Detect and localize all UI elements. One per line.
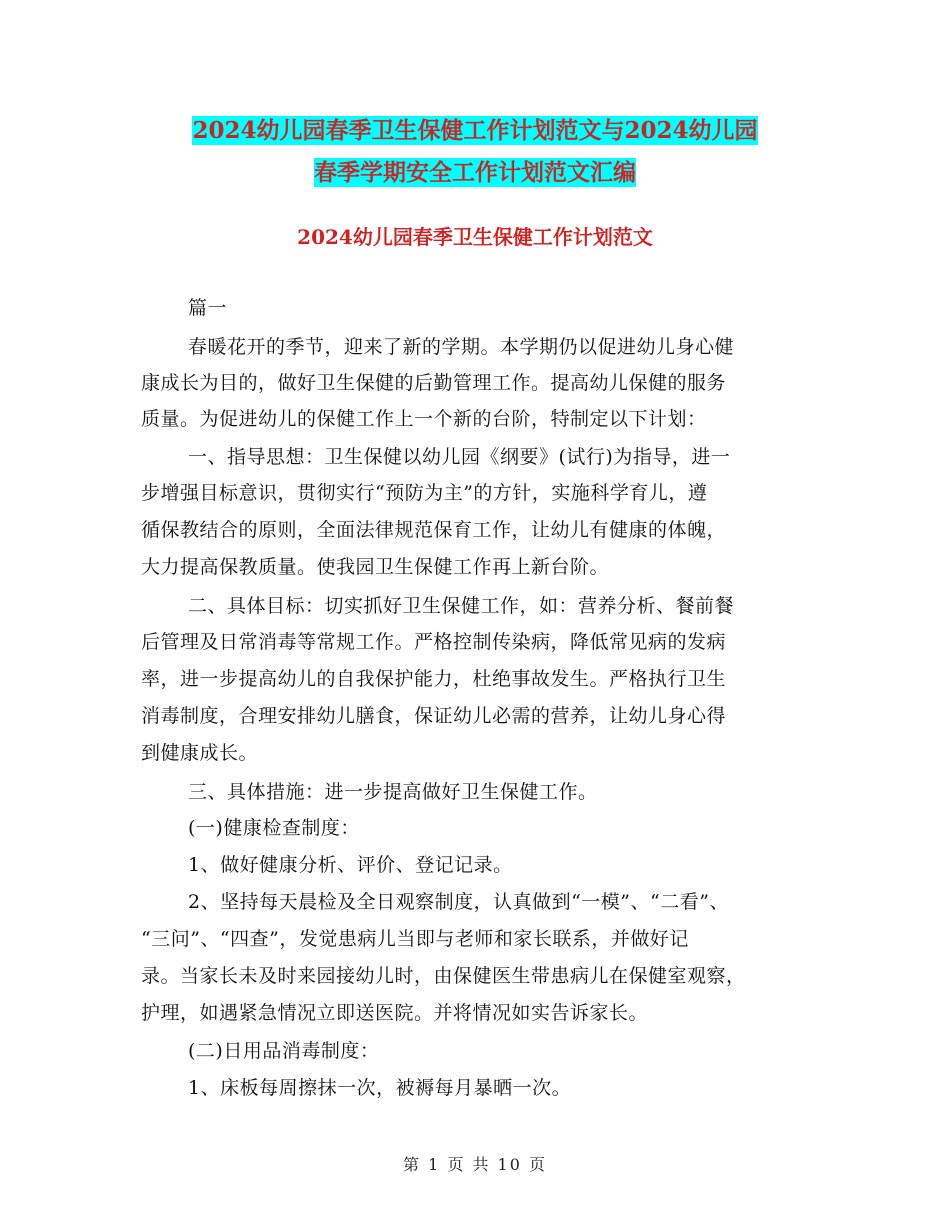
paragraph-line: 康成长为目的，做好卫生保健的后勤管理工作。提高幼儿保健的服务 [141,372,727,394]
paragraph-line: 质量。为促进幼儿的保健工作上一个新的台阶，特制定以下计划： [141,408,707,430]
page-footer: 第 1 页 共 10 页 [403,1155,547,1174]
document-title-line-2: 春季学期安全工作计划范文汇编 [314,159,636,186]
paragraph-line: 一、指导思想：卫生保健以幼儿园《纲要》(试行)为指导，进一 [188,446,731,468]
paragraph-line: “三问”、“四查”，发觉患病儿当即与老师和家长联系，并做好记 [141,928,689,950]
paragraph-line: 二、具体目标：切实抓好卫生保健工作，如：营养分析、餐前餐 [188,595,735,617]
paragraph-line: 后管理及日常消毒等常规工作。严格控制传染病，降低常见病的发病 [141,631,727,653]
paragraph-line: 1、做好健康分析、评价、登记记录。 [188,854,513,876]
paragraph-line: 篇一 [188,297,228,319]
paragraph-line: 2、坚持每天晨检及全日观察制度，认真做到“一模”、“二看”、 [188,891,729,913]
paragraph-line: 三、具体措施：进一步提高做好卫生保健工作。 [188,781,598,803]
paragraph-line: 大力提高保教质量。使我园卫生保健工作再上新台阶。 [141,556,610,578]
paragraph-line: 春暖花开的季节，迎来了新的学期。本学期仍以促进幼儿身心健 [188,336,735,358]
paragraph-line: 到健康成长。 [141,742,259,764]
paragraph-line: 循保教结合的原则，全面法律规范保育工作，让幼儿有健康的体魄， [141,519,727,541]
paragraph-line: (二)日用品消毒制度： [188,1040,380,1062]
paragraph-line: 1、床板每周擦抹一次，被褥每月暴晒一次。 [188,1077,572,1099]
paragraph-line: (一)健康检查制度： [188,817,360,839]
paragraph-line: 步增强目标意识，贯彻实行“预防为主”的方针，实施科学育儿，遵 [141,482,708,504]
document-title-line-1: 2024幼儿园春季卫生保健工作计划范文与2024幼儿园 [192,117,758,144]
section-title: 2024幼儿园春季卫生保健工作计划范文 [297,225,653,249]
paragraph-line: 护理，如遇紧急情况立即送医院。并将情况如实告诉家长。 [141,1002,649,1024]
paragraph-line: 率，进一步提高幼儿的自我保护能力，杜绝事故发生。严格执行卫生 [141,668,727,690]
paragraph-line: 录。当家长未及时来园接幼儿时，由保健医生带患病儿在保健室观察， [141,965,746,987]
paragraph-line: 消毒制度，合理安排幼儿膳食，保证幼儿必需的营养，让幼儿身心得 [141,705,727,727]
